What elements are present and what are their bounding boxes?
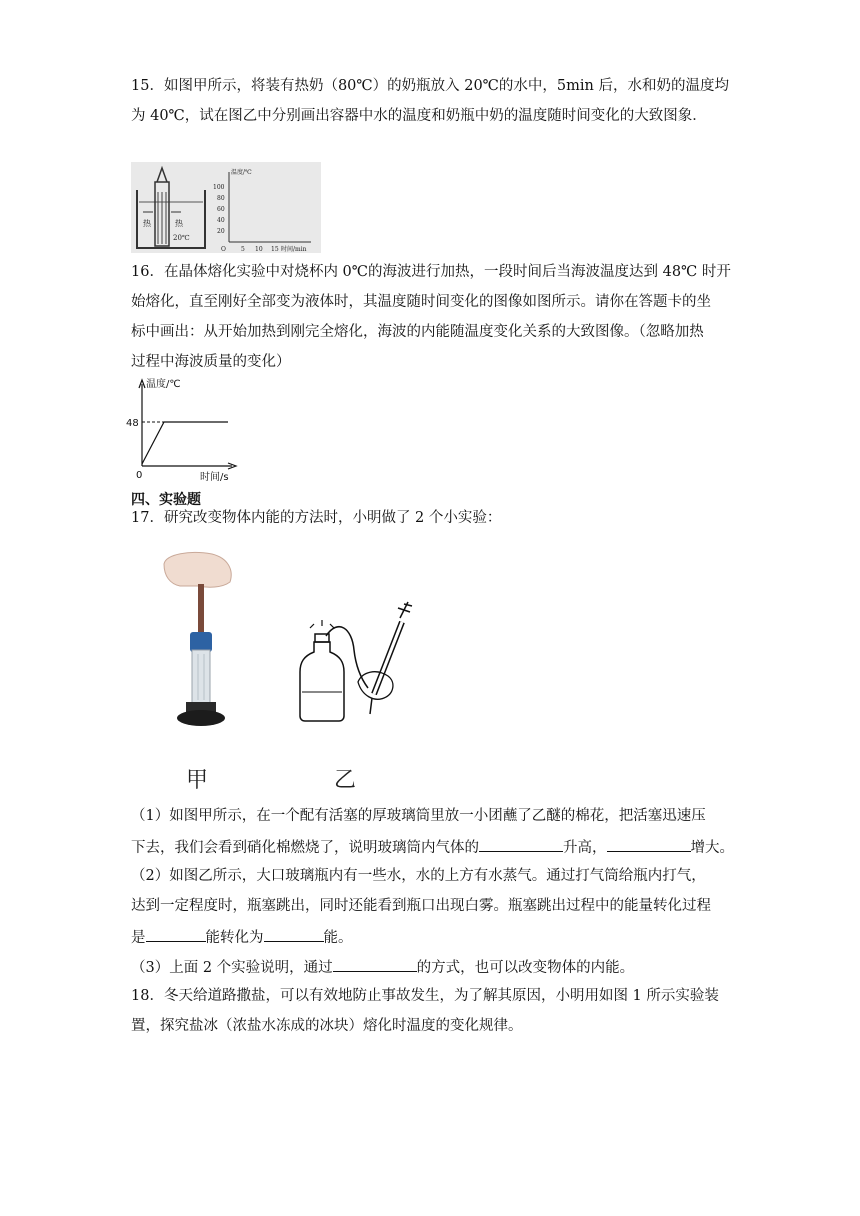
- q17-figure-bottle-pump: [296, 598, 416, 722]
- q17-part1-text-c: 增大。: [690, 840, 734, 856]
- q15-y-axis-label: 温度/℃: [231, 169, 252, 176]
- q17-caption-jia: 甲: [186, 768, 209, 793]
- q17-part3-line: [131, 956, 751, 978]
- q17-part1-line-2: [131, 836, 751, 858]
- q16-text-line-4: 过程中海波质量的变化）: [131, 354, 291, 370]
- q18-text-line-1: 18．冬天给道路撒盐，可以有效地防止事故发生，为了解其原因，小明用如图 1 所示实验装: [131, 988, 719, 1004]
- q16-origin: 0: [136, 470, 143, 481]
- section-title: 四、实验题: [131, 492, 201, 508]
- q16-text-line-2: 始熔化，直至刚好全部变为液体时，其温度随时间变化的图像如图所示。请你在答题卡的坐: [131, 294, 711, 310]
- answer-blank-1[interactable]: [479, 836, 563, 852]
- q15-origin: O: [221, 246, 226, 253]
- q16-y-axis-label: 温度/℃: [146, 379, 181, 390]
- answer-blank-3[interactable]: [146, 926, 206, 942]
- q17-part2-line-2: 达到一定程度时，瓶塞跳出，同时还能看到瓶口出现白雾。瓶塞跳出过程中的能量转化过程: [131, 898, 711, 914]
- q17-part1-line-1: （1）如图甲所示，在一个配有活塞的厚玻璃筒里放一小团蘸了乙醚的棉花，把活塞迅速压: [131, 808, 706, 824]
- q17-part2-line-1: （2）如图乙所示，大口玻璃瓶内有一些水，水的上方有水蒸气。通过打气筒给瓶内打气，: [131, 868, 706, 884]
- q17-part3-text-b: 的方式，也可以改变物体的内能。: [416, 960, 635, 976]
- q17-figure-piston-cylinder: [160, 550, 244, 730]
- q16-y-tick-48: 48: [126, 418, 139, 429]
- q17-part2-text-c: 能。: [323, 930, 353, 946]
- q15-text-line-1: 15．如图甲所示，将装有热奶（80℃）的奶瓶放入 20℃的水中，5min 后，水和奶的温度均: [131, 78, 729, 94]
- q17-part3-text-a: （3）上面 2 个实验说明，通过: [131, 960, 333, 976]
- q15-hot-label-left: 热: [143, 219, 151, 228]
- answer-blank-4[interactable]: [264, 926, 324, 942]
- q17-part2-text-b: 能转化为: [205, 930, 264, 946]
- q15-figure-drawing: [131, 162, 321, 253]
- q15-x-tick: 10: [255, 246, 263, 253]
- q15-hot-label-right: 热: [175, 219, 183, 228]
- q17-part2-line-3: [131, 926, 751, 948]
- q15-water-label: 20℃: [173, 234, 190, 242]
- q16-x-axis-label: 时间/s: [200, 472, 229, 483]
- q16-temperature-curve: [142, 422, 228, 464]
- answer-blank-2[interactable]: [607, 836, 691, 852]
- q15-y-tick: 20: [217, 228, 225, 235]
- q16-text-line-3: 标中画出：从开始加热到刚完全熔化，海波的内能随温度变化关系的大致图像。（忽略加热: [131, 324, 704, 340]
- q16-temperature-chart: [126, 376, 238, 484]
- q17-part1-text-b: 升高，: [563, 840, 607, 856]
- q15-y-tick: 80: [217, 195, 225, 202]
- q15-y-tick: 40: [217, 217, 225, 224]
- q15-figure: [131, 162, 321, 253]
- q17-part2-text-a: 是: [131, 930, 146, 946]
- q15-text-line-2: 为 40℃，试在图乙中分别画出容器中水的温度和奶瓶中奶的温度随时间变化的大致图象．: [131, 108, 707, 124]
- q15-x-tick: 5: [241, 246, 245, 253]
- q17-intro: 17．研究改变物体内能的方法时，小明做了 2 个小实验：: [131, 510, 502, 526]
- q15-x-axis-label: 时间/min: [281, 246, 307, 253]
- q15-y-tick: 100: [213, 184, 225, 191]
- q17-part1-text-a: 下去，我们会看到硝化棉燃烧了，说明玻璃筒内气体的: [131, 840, 479, 856]
- answer-blank-5[interactable]: [333, 956, 417, 972]
- q15-x-tick: 15: [271, 246, 279, 253]
- q15-y-tick: 60: [217, 206, 225, 213]
- q16-text-line-1: 16．在晶体熔化实验中对烧杯内 0℃的海波进行加热，一段时间后当海波温度达到 48℃ 时开: [131, 264, 731, 280]
- q18-text-line-2: 置，探究盐冰（浓盐水冻成的冰块）熔化时温度的变化规律。: [131, 1018, 523, 1034]
- q17-caption-yi: 乙: [334, 768, 357, 793]
